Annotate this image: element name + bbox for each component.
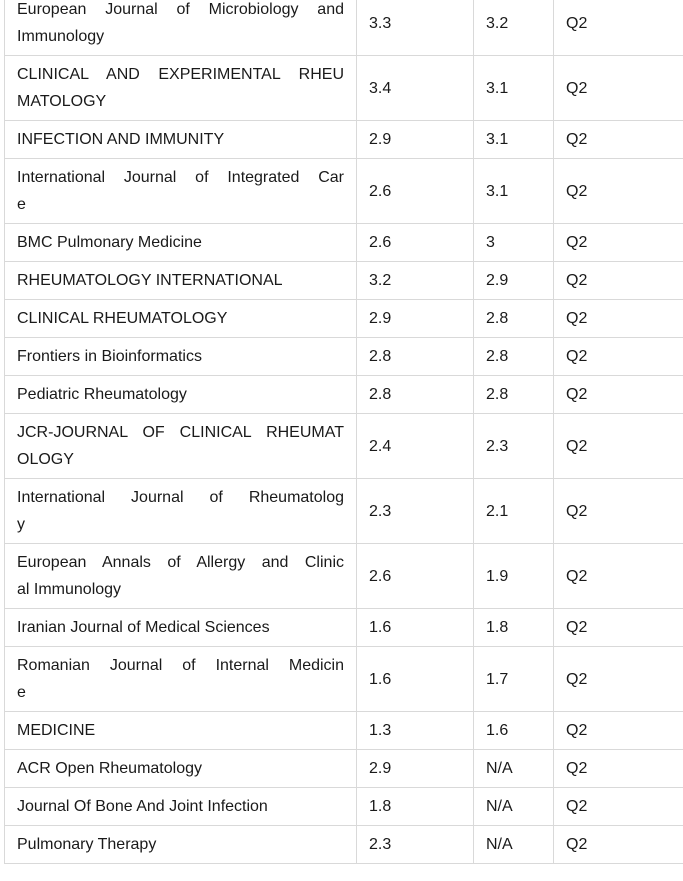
score-2-cell: 1.8	[474, 609, 554, 647]
score-2-cell: 2.8	[474, 338, 554, 376]
table-row	[5, 712, 683, 750]
journal-name-line: European Annals of Allergy and Clinic	[17, 554, 344, 571]
score-1-cell: 2.9	[357, 300, 474, 338]
score-1-cell: 2.6	[357, 159, 474, 224]
journal-name-cell	[5, 750, 357, 788]
score-1-cell: 1.3	[357, 712, 474, 750]
score-1-cell: 2.3	[357, 479, 474, 544]
journal-name-line: CLINICAL AND EXPERIMENTAL RHEU	[17, 66, 344, 83]
quartile-cell: Q2	[554, 647, 683, 712]
score-2-cell: N/A	[474, 750, 554, 788]
journal-name-cell	[5, 121, 357, 159]
score-2-cell: 3.1	[474, 159, 554, 224]
quartile-cell: Q2	[554, 712, 683, 750]
score-1-cell: 1.6	[357, 647, 474, 712]
journal-name-line: RHEUMATOLOGY INTERNATIONAL	[17, 272, 283, 289]
score-1-cell: 2.6	[357, 544, 474, 609]
journal-name-cell	[5, 414, 357, 479]
table-row	[5, 750, 683, 788]
journal-table-body	[5, 0, 683, 864]
journal-name-line: International Journal of Integrated Car	[17, 169, 344, 186]
journal-name-line: Pulmonary Therapy	[17, 836, 157, 853]
table-row	[5, 544, 683, 609]
journal-name-line: JCR-JOURNAL OF CLINICAL RHEUMAT	[17, 424, 344, 441]
score-2-cell: 2.1	[474, 479, 554, 544]
journal-name-line: MATOLOGY	[17, 93, 107, 110]
journal-name-line: CLINICAL RHEUMATOLOGY	[17, 310, 228, 327]
journal-name-line: Iranian Journal of Medical Sciences	[17, 619, 270, 636]
journal-name-line: BMC Pulmonary Medicine	[17, 234, 202, 251]
score-2-cell: 1.7	[474, 647, 554, 712]
journal-name-cell	[5, 826, 357, 864]
journal-name-line: International Journal of Rheumatolog	[17, 489, 344, 506]
journal-name-line: Frontiers in Bioinformatics	[17, 348, 202, 365]
quartile-cell: Q2	[554, 300, 683, 338]
score-1-cell: 1.6	[357, 609, 474, 647]
score-1-cell: 2.4	[357, 414, 474, 479]
table-row	[5, 224, 683, 262]
journal-name-cell	[5, 262, 357, 300]
table-row	[5, 262, 683, 300]
quartile-cell: Q2	[554, 376, 683, 414]
journal-name-line: ACR Open Rheumatology	[17, 760, 202, 777]
score-1-cell: 2.9	[357, 121, 474, 159]
score-1-cell: 3.4	[357, 56, 474, 121]
score-1-cell: 2.6	[357, 224, 474, 262]
journal-name-cell	[5, 376, 357, 414]
table-row	[5, 479, 683, 544]
score-2-cell: 3.1	[474, 121, 554, 159]
table-row	[5, 300, 683, 338]
journal-name-line: Journal Of Bone And Joint Infection	[17, 798, 268, 815]
journal-name-line: al Immunology	[17, 581, 122, 598]
table-row	[5, 376, 683, 414]
score-2-cell: N/A	[474, 826, 554, 864]
quartile-cell: Q2	[554, 544, 683, 609]
score-1-cell: 2.9	[357, 750, 474, 788]
table-row	[5, 56, 683, 121]
journal-name-line: MEDICINE	[17, 722, 96, 739]
table-row	[5, 647, 683, 712]
score-1-cell: 3.2	[357, 262, 474, 300]
journal-name-cell	[5, 647, 357, 712]
score-1-cell: 3.3	[357, 0, 474, 56]
quartile-cell: Q2	[554, 414, 683, 479]
journal-name-line: Pediatric Rheumatology	[17, 386, 187, 403]
journal-name-line: INFECTION AND IMMUNITY	[17, 131, 225, 148]
journal-name-line: y	[17, 516, 25, 533]
journal-name-cell	[5, 479, 357, 544]
journal-name-cell	[5, 0, 357, 56]
journal-name-cell	[5, 338, 357, 376]
journal-name-line: OLOGY	[17, 451, 74, 468]
journal-name-cell	[5, 300, 357, 338]
table-row	[5, 414, 683, 479]
table-row	[5, 159, 683, 224]
journal-name-line: Immunology	[17, 28, 105, 45]
score-1-cell: 2.8	[357, 376, 474, 414]
score-2-cell: N/A	[474, 788, 554, 826]
table-row	[5, 788, 683, 826]
table-row	[5, 826, 683, 864]
score-2-cell: 2.8	[474, 300, 554, 338]
quartile-cell: Q2	[554, 338, 683, 376]
table-row	[5, 121, 683, 159]
journal-name-cell	[5, 712, 357, 750]
journal-name-cell	[5, 159, 357, 224]
quartile-cell: Q2	[554, 121, 683, 159]
score-2-cell: 2.8	[474, 376, 554, 414]
journal-name-cell	[5, 788, 357, 826]
journal-name-line: European Journal of Microbiology and	[17, 1, 344, 18]
table-row	[5, 609, 683, 647]
score-1-cell: 2.3	[357, 826, 474, 864]
journal-name-line: Romanian Journal of Internal Medicin	[17, 657, 344, 674]
journal-name-cell	[5, 56, 357, 121]
score-2-cell: 1.6	[474, 712, 554, 750]
score-2-cell: 1.9	[474, 544, 554, 609]
quartile-cell: Q2	[554, 0, 683, 56]
quartile-cell: Q2	[554, 788, 683, 826]
table-row	[5, 338, 683, 376]
score-1-cell: 1.8	[357, 788, 474, 826]
journal-name-cell	[5, 544, 357, 609]
score-2-cell: 2.3	[474, 414, 554, 479]
journal-name-line: e	[17, 684, 26, 701]
quartile-cell: Q2	[554, 56, 683, 121]
quartile-cell: Q2	[554, 224, 683, 262]
score-2-cell: 3.2	[474, 0, 554, 56]
quartile-cell: Q2	[554, 750, 683, 788]
table-row	[5, 0, 683, 56]
quartile-cell: Q2	[554, 826, 683, 864]
score-2-cell: 2.9	[474, 262, 554, 300]
journal-name-line: e	[17, 196, 26, 213]
score-2-cell: 3.1	[474, 56, 554, 121]
journal-name-cell	[5, 609, 357, 647]
journal-name-cell	[5, 224, 357, 262]
journal-table-container	[4, 0, 683, 864]
quartile-cell: Q2	[554, 262, 683, 300]
score-2-cell: 3	[474, 224, 554, 262]
quartile-cell: Q2	[554, 159, 683, 224]
journal-quartile-table	[4, 0, 683, 864]
quartile-cell: Q2	[554, 609, 683, 647]
quartile-cell: Q2	[554, 479, 683, 544]
score-1-cell: 2.8	[357, 338, 474, 376]
